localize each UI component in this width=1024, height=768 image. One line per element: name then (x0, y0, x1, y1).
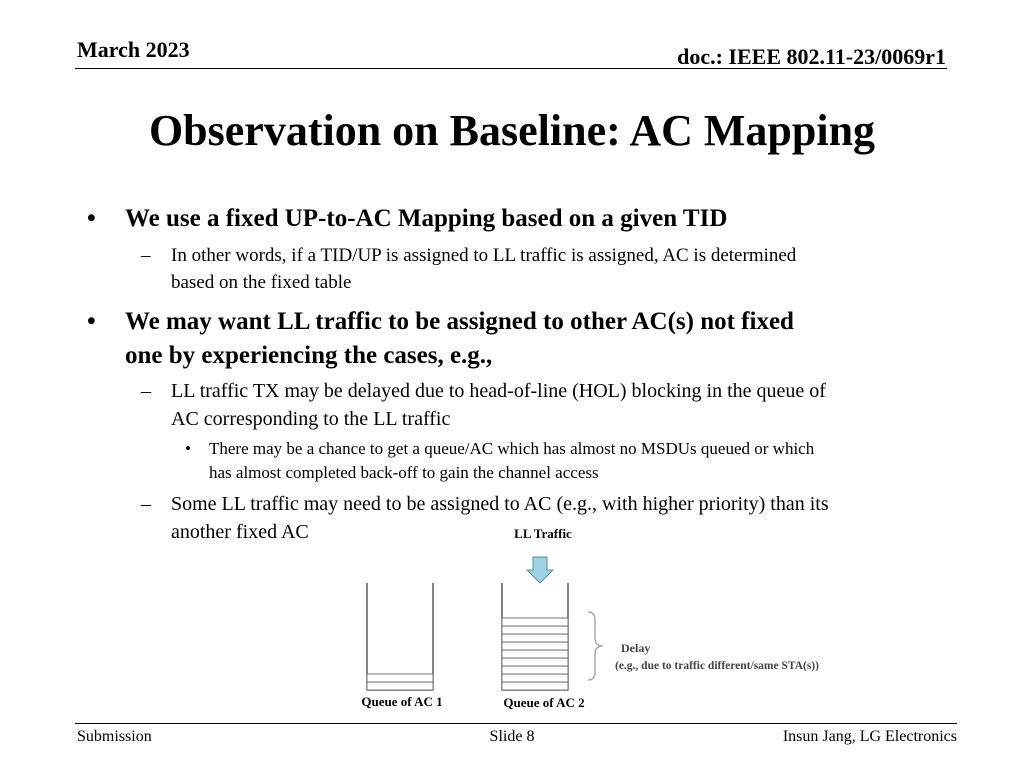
queue-ac2-label: Queue of AC 2 (503, 695, 585, 710)
bullet-2-sub-1-sub-1-line1: There may be a chance to get a queue/AC which has almost no MSDUs queued or which (209, 439, 815, 458)
queued-frame (502, 666, 568, 674)
queued-frame (502, 650, 568, 658)
dash-marker: – (141, 493, 151, 515)
arrow-down-icon (527, 557, 553, 583)
delay-note: (e.g., due to traffic different/same STA(s)) (615, 660, 819, 672)
delay-brace (588, 612, 603, 680)
footer-author: Insun Jang, LG Electronics (782, 728, 957, 745)
queue-ac2-frames (502, 618, 568, 690)
header-date: March 2023 (77, 37, 190, 62)
bullet-2-line2: one by experiencing the cases, e.g., (125, 342, 493, 369)
footer-divider (75, 723, 957, 724)
footer-slide-number: Slide 8 (489, 728, 535, 745)
dash-marker: – (141, 380, 151, 402)
bullet-marker: • (87, 205, 96, 232)
queue-ac1-label: Queue of AC 1 (361, 694, 443, 709)
bullet-marker: • (185, 439, 191, 458)
footer-submission: Submission (77, 728, 152, 745)
bullet-2-sub-2-line2: another fixed AC (171, 521, 309, 543)
bullet-1-sub-1-line2: based on the fixed table (171, 272, 352, 293)
header-doc-id: doc.: IEEE 802.11-23/0069r1 (677, 44, 946, 69)
bullet-2-sub-1-line1: LL traffic TX may be delayed due to head-of-line (HOL) blocking in the queue of (171, 380, 826, 402)
queued-frame (502, 642, 568, 650)
ll-traffic-label: LL Traffic (514, 526, 572, 541)
bullet-marker: • (87, 308, 96, 335)
queued-frame (502, 674, 568, 682)
queued-frame (502, 618, 568, 626)
queued-frame (502, 658, 568, 666)
dash-marker: – (141, 245, 151, 266)
bullet-2-sub-2-line1: Some LL traffic may need to be assigned to AC (e.g., with higher priority) than its (171, 493, 829, 515)
delay-label: Delay (621, 641, 651, 655)
slide-title: Observation on Baseline: AC Mapping (148, 106, 876, 155)
bullet-1-text: We use a fixed UP-to-AC Mapping based on a given TID (125, 205, 728, 232)
queued-frame (502, 626, 568, 634)
queued-frame (502, 634, 568, 642)
bullet-2-sub-1-line2: AC corresponding to the LL traffic (171, 408, 451, 430)
bullet-2-sub-1-sub-1-line2: has almost completed back-off to gain the channel access (209, 463, 599, 482)
bullet-2-line1: We may want LL traffic to be assigned to other AC(s) not fixed (125, 308, 794, 335)
queue-ac1-frames (367, 674, 433, 690)
queued-frame (367, 674, 433, 682)
bullet-1-sub-1-line1: In other words, if a TID/UP is assigned to LL traffic is assigned, AC is determined (171, 245, 797, 266)
queued-frame (367, 682, 433, 690)
queued-frame (502, 682, 568, 690)
